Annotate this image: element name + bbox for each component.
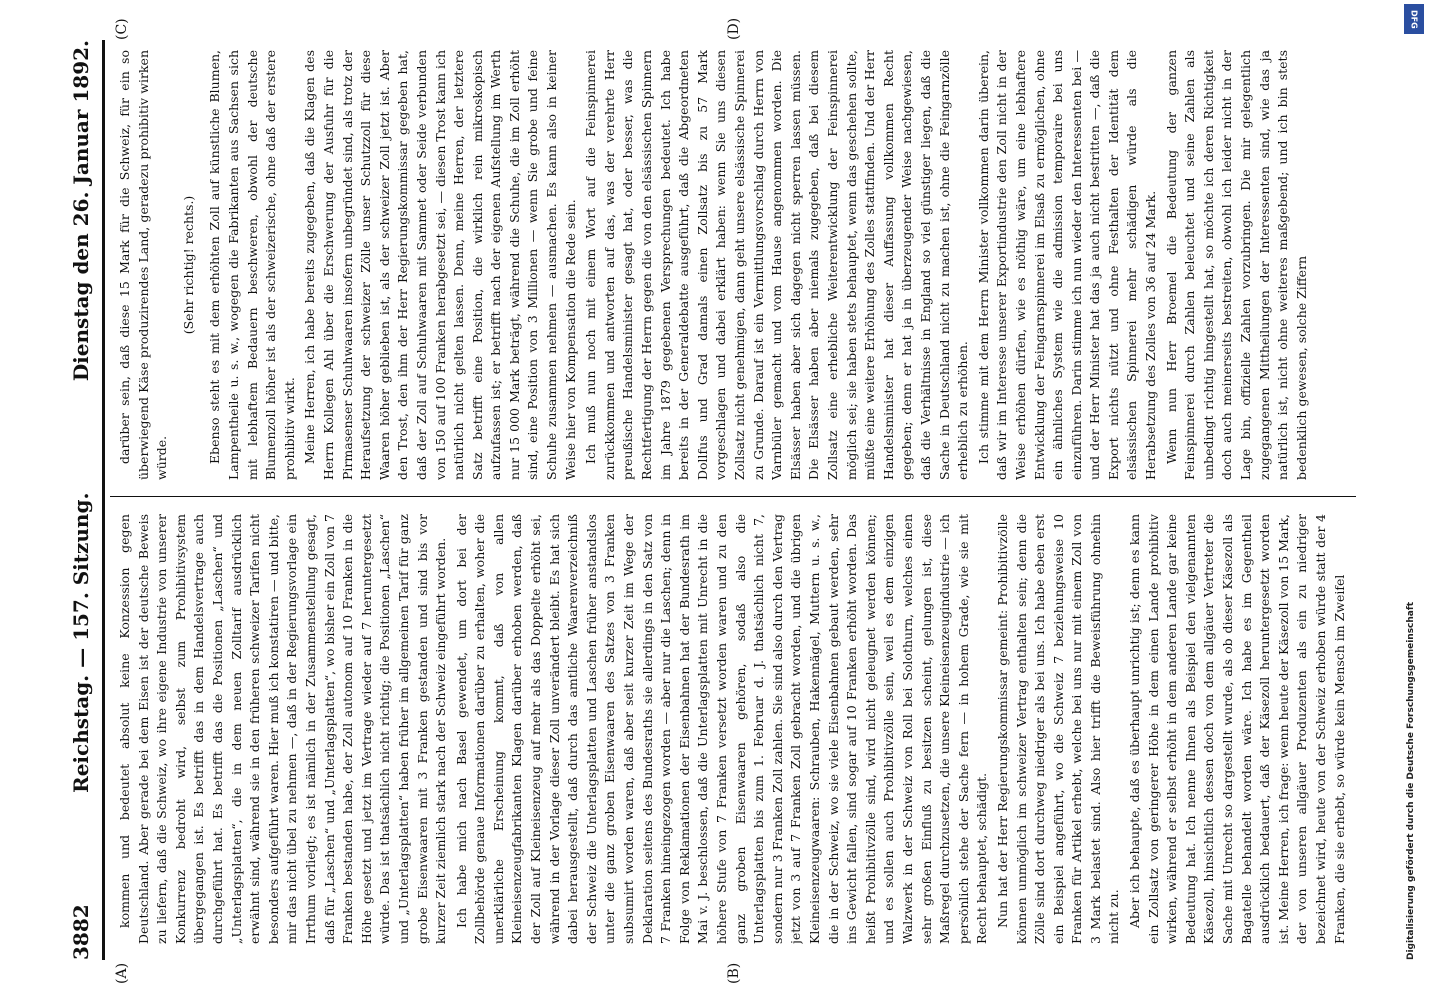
paragraph: Aber ich behaupte, daß es überhaupt unrichtig ist; denn es kann ein Zollsatz von geringerer Höhe in dem einen Lande prohibitiv wirken, während er selbst erhöht in dem anderen Lande gar keine Bedeutung hat. Ich nenne Ihnen als Beispiel den vielgenannten Käsezoll, hinsichtlich dessen doch von dem allgäuer Vertreter die Sache mit Unrecht so dargestellt wurde, als ob dieser Käsezoll als Bagatelle behandelt worden wäre. Ich habe es im Gegentheil ausdrücklich bedauert, daß der Käsezoll heruntergesetzt worden ist. Meine Herren, ich frage: wenn heute der Käsezoll von 15 Mark, der von unseren allgäuer Produzenten als ein zu niedriger bezeichnet wird, heute von der Schweiz erhoben würde statt der 4 Franken, die sie erhebt, so würde kein Mensch im Zweifel	[1127, 514, 1347, 944]
header-rule	[102, 40, 105, 960]
paragraph: Ebenso steht es mit dem erhöhten Zoll auf künstliche Blumen, Lampentheile u. s. w., wogegen die Fabrikanten aus Sachsen sich mit lebhaftem Bedauern beschweren, obwohl der deutsche Blumenzoll höher ist als der schweizerische, ohne daß der erstere prohibitiv wirkt.	[207, 50, 297, 480]
paragraph: darüber sein, daß diese 15 Mark für die Schweiz, für ein so überwiegend Käse produzirendes Land, geradezu prohibitiv wirken würde.	[117, 50, 170, 480]
margin-marker-d: (D)	[726, 17, 742, 40]
digitization-sidenote	[1404, 0, 1426, 1000]
paragraph: Ich habe mich nach Basel gewendet, um dort bei der Zollbehörde genaue Informationen darüber zu erhalten, woher die unerklärliche Erscheinung kommt, daß von allen Kleineisenzeugfabrikanten Klagen darüber erhoben werden, daß der Zoll auf Kleineisenzeug auf mehr als das Doppelte erhöht sei, während in der Vorlage dieser Zoll unverändert bleibt. Es hat sich dabei herausgestellt, daß durch das amtliche Waarenverzeichniß der Schweiz die Unterlagsplatten und Laschen früher anstandslos unter die ganz groben Eisenwaaren des Satzes von 3 Franken subsumirt worden waren, daß aber seit kurzer Zeit im Wege der Deklaration seitens des Bundesraths sie allerdings in den Satz von 7 Franken hineingezogen worden — aber nur die Laschen; denn in Folge von Reklamationen der Eisenbahnen hat der Bundesrath im Mai v. J. beschlossen, daß die Unterlagsplatten mit Unrecht in die höhere Stufe von 7 Franken versetzt worden waren und zu den ganz groben Eisenwaaren gehören, sodaß also die Unterlagsplatten bis zum 1. Februar d. J. thatsächlich nicht 7, sondern nur 3 Franken Zoll zahlen. Sie sind also durch den Vertrag jetzt von 3 auf 7 Franken Zoll gebracht worden, und die übrigen Kleineisenzeugwaaren: Schrauben, Hakennägel, Muttern u. s. w., die in der Schweiz, wo sie viele Eisenbahnen gebaut werden, sehr ins Gewicht fallen, sind sogar auf 10 Franken erhöht worden. Das heißt Prohibitivzölle sind, wird nicht geleugnet werden können; und es sollen auch Prohibitivzölle sein, weil es dem einzigen Walzwerk in der Schweiz von Roll bei Solothurn, welches einen sehr großen Einfluß zu besitzen scheint, gelungen ist, diese Maßregel durchzusetzen, die unsere Kleineisenzeugindustrie — ich persönlich stehe der Sache fern — in hohem Grade, wie sie mit Recht behauptet, schädigt.	[453, 514, 990, 944]
margin-marker-c: (C)	[114, 18, 130, 40]
right-column	[116, 50, 1356, 480]
session-date: Dienstag den 26. Januar 1892.	[69, 40, 93, 382]
session-title: Reichstag. — 157. Sitzung.	[69, 492, 93, 793]
paragraph: Wenn nun Herr Broemel die Bedeutung der ganzen Feinspinnerei durch Zahlen beleuchtet und seine Zahlen als unbedingt richtig hingestellt hat, so möchte ich deren Richtigkeit doch auch meinerseits bestreiten, obwohl ich leider nicht in der Lage bin, offizielle Zahlen vorzubringen. Die mir gelegentlich zugegangenen Mittheilungen der Interessenten sind, wie das ja natürlich ist, nicht ohne weiteres maßgebend; und ich bin stets bedenklich gewesen, solche Ziffern	[1163, 50, 1309, 480]
document-page	[16, 0, 1416, 1000]
paragraph: kommen und bedeutet absolut keine Konzession gegen Deutschland. Aber gerade bei dem Eisen ist der deutsche Beweis zu liefern, daß die Schweiz, wo ihre eigene Industrie von unserer Konkurrenz bedroht wird, selbst zum Prohibitivsystem übergegangen ist. Es betrifft das in dem Handelsvertrage auch durchgeführt hat. Es betrifft das die Positionen „Laschen“ und „Unterlagsplatten“, die in dem neuen Zolltarif ausdrücklich erwähnt sind, während sie in den früheren schweizer Tarifen nicht besonders aufgeführt waren. Hier muß ich konstatiren — und bitte, mir das nicht übel zu nehmen —, daß in der Regierungsvorlage ein Irrthum vorliegt; es ist nämlich in der Zusammenstellung gesagt, daß für „Laschen“ und „Unterlagsplatten“, wo bisher ein Zoll von 7 Franken bestanden habe, der Zoll autonom auf 10 Franken in die Höhe gesetzt und jetzt im Vertrage wieder auf 7 heruntergesetzt würde. Das ist thatsächlich nicht richtig; die Positionen „Laschen“ und „Unterlagsplatten“ haben früher im allgemeinen Tarif für ganz grobe Eisenwaaren mit 3 Franken gestanden und sind bis vor kurzer Zeit ziemlich stark nach der Schweiz eingeführt worden.	[117, 514, 449, 944]
paragraph: Nun hat der Herr Regierungskommissar gemeint: Prohibitivzölle können unmöglich im schweizer Vertrag enthalten sein; denn die Zölle sind dort durchweg niedriger als bei uns. Ich habe eben erst ein Beispiel angeführt, wo die Schweiz 7 beziehungsweise 10 Franken für Artikel erhebt, welche bei uns nur mit einem Zoll von 3 Mark belastet sind. Also hier trifft die Beweisführung ohnehin nicht zu.	[994, 514, 1122, 944]
interjection: (Sehr richtig! rechts.)	[180, 195, 196, 335]
margin-marker-a: (A)	[114, 962, 130, 984]
page-header	[66, 40, 96, 960]
dfg-logo: DFG	[1404, 4, 1424, 34]
digitization-credit: Digitalisierung gefördert durch die Deutsche Forschungsgemeinschaft	[1406, 601, 1416, 960]
margin-marker-b: (B)	[726, 962, 742, 984]
paragraph: Ich stimme mit dem Herrn Minister vollkommen darin überein, daß wir im Interesse unserer Exportindustrie den Zoll nicht in der Weise erhöhen dürfen, wie es nöthig wäre, um eine lebhaftere Entwicklung der Feingarnspinnerei im Elsaß zu ermöglichen, ohne ein ähnliches System wie die admission temporaire bei uns einzuführen. Darin stimme ich nun wieder den Interessenten bei — und der Herr Minister hat das ja auch nicht bestritten —, daß die Export nichts nützt und ohne Festhalten der Identität dem elsässischen Spinnerei mehr schädigen würde als die Herabsetzung des Zolles von 36 auf 24 Mark.	[975, 50, 1159, 480]
column-divider	[110, 496, 1356, 497]
left-column	[116, 514, 1356, 944]
page-number: 3882	[69, 904, 93, 960]
paragraph: Meine Herren, ich habe bereits zugegeben, daß die Klagen des Herrn Kollegen Ahl über die Erschwerung der Ausfuhr für die Pirmasenser Schuhwaaren insofern unbegründet sind, als trotz der Heraufsetzung der schweizer Zölle unser Schutzzoll für diese Waaren höher geblieben ist, als der schweizer Zoll jetzt ist. Aber den Trost, den ihm der Herr Regierungskommissar gegeben hat, daß der Zoll auf Schuhwaaren mit Sammet oder Seide verbunden von 150 auf 100 Franken herabgesetzt sei, — diesen Trost kann ich natürlich nicht gelten lassen. Denn, meine Herren, der letztere Satz betrifft eine Position, die wirklich rein mikroskopisch aufzufassen ist; er betrifft nach der eigenen Aufstellung im Werth nur 15 000 Mark beträgt, während die Schuhe, die im Zoll erhöht sind, eine Position von 3 Millionen — wenn Sie grobe und feine Schuhe zusammen nehmen — ausmachen. Es kann also in keiner Weise hier von Kompensation die Rede sein.	[302, 50, 578, 480]
paragraph: Ich muß nun noch mit einem Wort auf die Feinspinnerei zurückkommen und antworten auf das, was der verehrte Herr preußische Handelsminister gesagt hat, oder besser, was die Rechtfertigung der Herrn gegen die von den elsässischen Spinnern im Jahre 1879 gegebenen Versprechungen bedeutet. Ich habe bereits in der Generaldebatte ausgeführt, daß die Abgeordneten Dollfus und Grad damals einen Zollsatz bis zu 57 Mark vorgeschlagen und dabei erklärt haben: wenn Sie uns diesen Zollsatz nicht genehmigen, dann geht unsere elsässische Spinnerei zu Grunde. Darauf ist ein Vermittlungsvorschlag durch Herrn von Varnbüler gemacht und vom Hause angenommen worden. Die Elsässer haben aber sich dagegen nicht sperren lassen müssen. Die Elsässer haben aber niemals zugegeben, daß bei diesem Zollsatz eine erhebliche Weiterentwicklung der Feinspinnerei möglich sei; sie haben stets behauptet, wenn das geschehen sollte, müßte eine weitere Erhöhung des Zolles stattfinden. Und der Herr Handelsminister hat dieser Auffassung vollkommen Recht gegeben; denn er hat ja in überzeugender Weise nachgewiesen, daß die Verhältnisse in England so viel günstiger liegen, daß die Sache in Deutschland nicht zu machen ist, ohne die Feingarnzölle erheblich zu erhöhen.	[583, 50, 971, 480]
